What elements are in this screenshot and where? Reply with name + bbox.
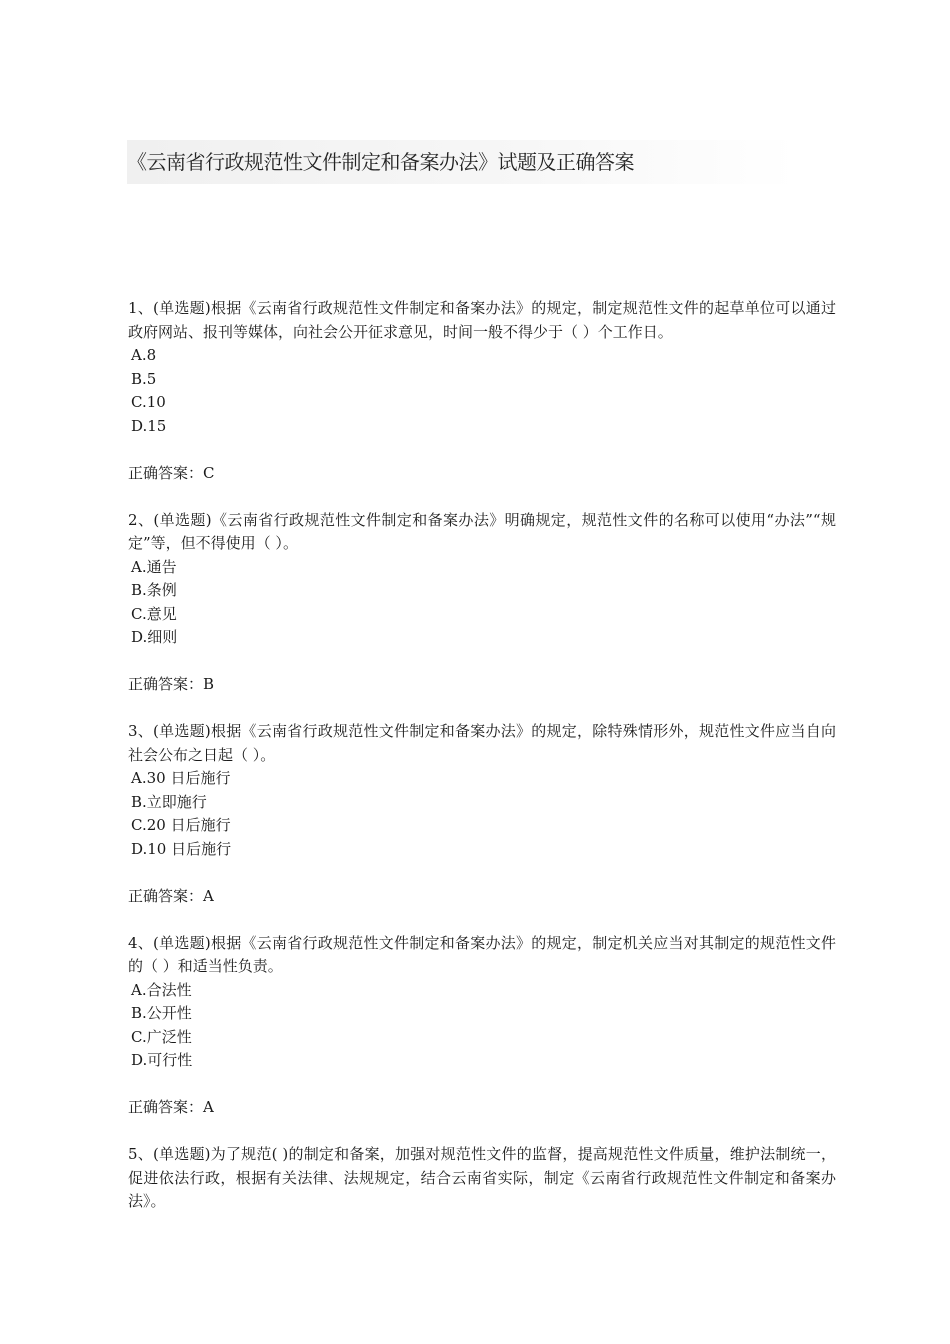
question-3: [128, 720, 836, 908]
answer-prefix: 正确答案：: [128, 886, 204, 905]
option-c: C.10: [131, 393, 166, 411]
option-a: A.通告: [131, 557, 177, 576]
question-text: 4、(单选题)根据《云南省行政规范性文件制定和备案办法》的规定，制定机关应当对其制定的规范性文件的（ ）和适当性负责。: [128, 933, 836, 975]
question-2: [128, 509, 836, 697]
answer-prefix: 正确答案：: [128, 463, 204, 482]
question-4: [128, 932, 836, 1120]
answer-value: C: [203, 463, 215, 482]
question-text: 5、(单选题)为了规范( )的制定和备案，加强对规范性文件的监督，提高规范性文件质量，维护法制统一，促进依法行政，根据有关法律、法规规定，结合云南省实际，制定《云南省行政规范性文件制定和备案办法》。: [128, 1145, 836, 1210]
option-d: D.可行性: [131, 1051, 193, 1069]
correct-answer: [128, 673, 836, 697]
answer-value: A: [203, 886, 214, 905]
option-d: D.细则: [131, 628, 178, 646]
option-list: [128, 979, 836, 1073]
option-c: C.20 日后施行: [131, 816, 231, 834]
option-a: A.8: [131, 346, 157, 364]
option-list: [128, 556, 836, 650]
option-c: C.意见: [131, 604, 177, 623]
answer-prefix: 正确答案：: [128, 1098, 204, 1116]
correct-answer: [128, 1096, 836, 1120]
option-b: B.5: [131, 369, 157, 388]
option-d: D.10 日后施行: [131, 839, 232, 858]
document-title: 《云南省行政规范性文件制定和备案办法》试题及正确答案: [127, 150, 634, 174]
correct-answer: [128, 462, 836, 486]
option-b: B.条例: [131, 581, 177, 599]
answer-value: A: [203, 1098, 214, 1116]
question-5: [128, 1143, 836, 1214]
answer-prefix: 正确答案：: [128, 675, 204, 693]
question-text: 1、(单选题)根据《云南省行政规范性文件制定和备案办法》的规定，制定规范性文件的起草单位可以通过政府网站、报刊等媒体，向社会公开征求意见，时间一般不得少于（ ）个工作日。: [128, 299, 836, 341]
option-c: C.广泛性: [131, 1027, 192, 1046]
option-list: [128, 767, 836, 861]
option-a: A.30 日后施行: [131, 769, 231, 787]
option-d: D.15: [131, 416, 167, 435]
option-list: [128, 344, 836, 438]
question-list: [128, 297, 836, 1237]
option-b: B.公开性: [131, 1004, 192, 1022]
question-text: 3、(单选题)根据《云南省行政规范性文件制定和备案办法》的规定，除特殊情形外，规范性文件应当自向社会公布之日起（ ）。: [128, 722, 836, 764]
option-a: A.合法性: [131, 980, 192, 999]
correct-answer: [128, 885, 836, 909]
answer-value: B: [203, 675, 215, 693]
question-1: [128, 297, 836, 485]
question-text: 2、(单选题)《云南省行政规范性文件制定和备案办法》明确规定，规范性文件的名称可以使用“办法”“规定”等，但不得使用（ ）。: [128, 510, 836, 552]
option-b: B.立即施行: [131, 792, 207, 811]
